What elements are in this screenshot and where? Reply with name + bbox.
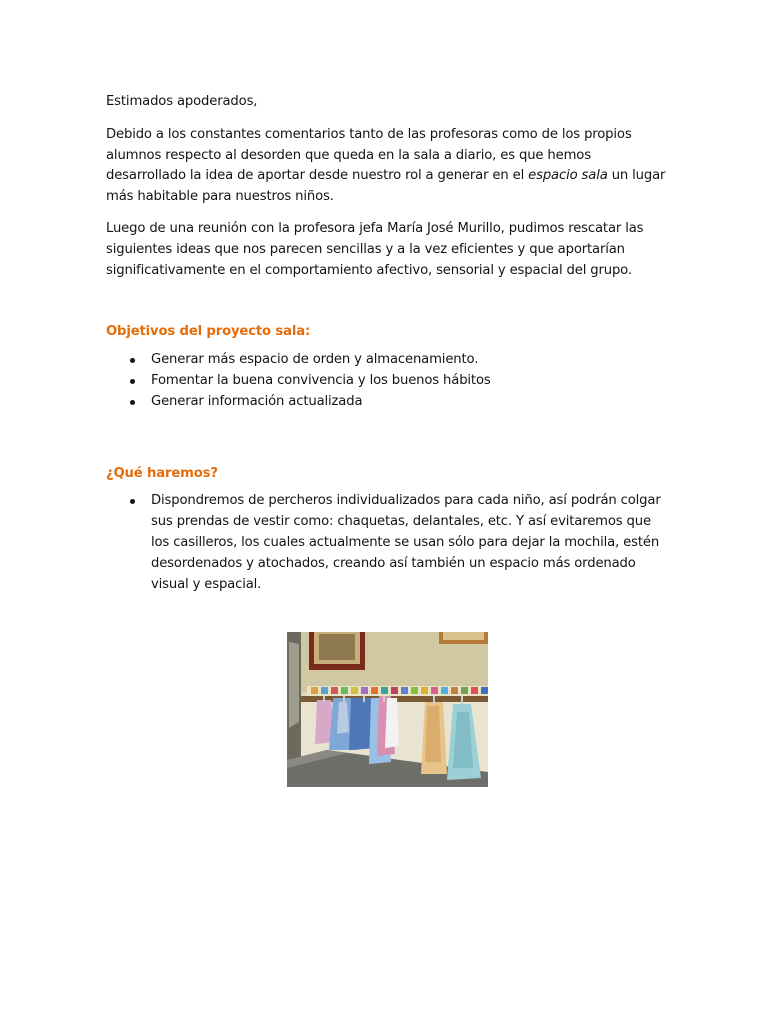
greeting: Estimados apoderados, — [106, 94, 258, 109]
plan-heading: ¿Qué haremos? — [106, 465, 218, 481]
objectives-heading: Objetivos del proyecto sala: — [106, 324, 311, 340]
meeting-paragraph: Luego de una reunión con la profesora jefa María José Murillo, pudimos rescatar las siguientes ideas que nos parecen sencillas y a la vez eficientes y que aportarían significativamente en el comportamiento afectivo, sensorial y espacial del grupo. — [106, 220, 644, 278]
bullet-icon — [130, 499, 135, 504]
intro-text: Debido a los constantes comentarios tanto de las profesoras como de los propios alumnos respecto al desorden que queda en la sala a diario, es que hemos desarrollado la idea de aportar desde nuestro rol a generar en el — [106, 126, 632, 184]
objective-item — [106, 371, 666, 392]
objective-item — [106, 350, 666, 371]
intro-text-end: un lugar más habitable para nuestros niños. — [106, 168, 666, 205]
objective-item — [106, 392, 666, 413]
objectives-list — [106, 350, 666, 412]
objective-text: Generar información actualizada — [151, 393, 363, 409]
plan-text: Dispondremos de percheros individualizados para cada niño, así podrán colgar sus prendas de vestir como: chaquetas, delantales, etc. Y así evitaremos que los casilleros, los cuales actualmente se usan sólo para dejar la mochila, estén desordenados y atochados, creando así también un espacio más ordenado visual y espacial. — [151, 493, 661, 592]
objective-text: Fomentar la buena convivencia y los buenos hábitos — [151, 372, 491, 388]
bullet-icon — [130, 379, 135, 384]
coat-rack-photo — [287, 632, 488, 787]
bullet-icon — [130, 400, 135, 405]
intro-paragraph — [106, 125, 666, 208]
intro-italic-term: espacio sala — [528, 168, 608, 184]
plan-item — [106, 491, 666, 595]
plan-list — [106, 491, 666, 595]
objective-text: Generar más espacio de orden y almacenamiento. — [151, 352, 479, 368]
letter-body — [106, 92, 666, 595]
bullet-icon — [130, 358, 135, 363]
